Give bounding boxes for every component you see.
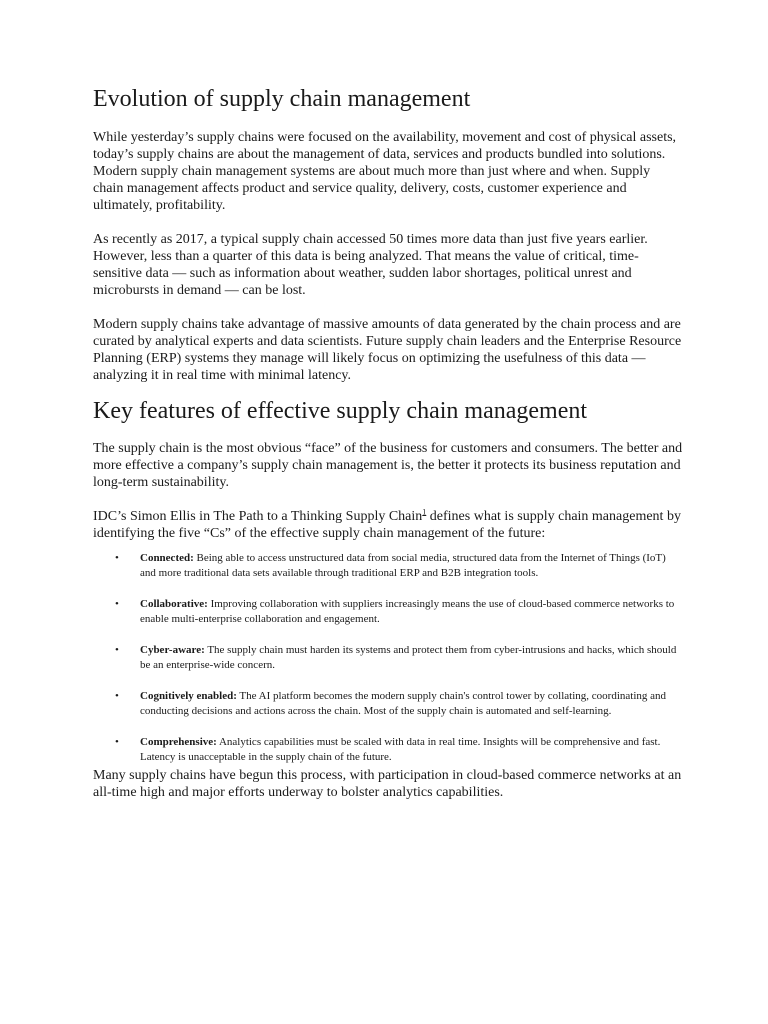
bullet-icon: • — [115, 736, 119, 748]
idc-text-after: defines what is supply chain management by identifying the five “Cs” of the effective supply chain management of the future: — [93, 509, 681, 541]
list-item-term: Collaborative: — [140, 598, 208, 610]
list-item-text: Improving collaboration with suppliers increasingly means the use of cloud-based commerce networks to enable multi-enterprise collaboration and engagement. — [140, 598, 675, 625]
list-item-collaborative — [93, 597, 683, 627]
paragraph-supply-chain-face: The supply chain is the most obvious “face” of the business for customers and consumers. The better and more effective a company’s supply chain management is, the better it protects its business reputation and long-term sustainability. — [93, 441, 683, 490]
list-item-connected — [93, 551, 683, 581]
list-item-cognitively-enabled — [93, 689, 683, 719]
paragraph-evolution-3: Modern supply chains take advantage of massive amounts of data generated by the chain process and are curated by analytical experts and data scientists. Future supply chain leaders and the Enterprise Resource Planning (ERP) systems they manage will likely focus on optimizing the usefulness of this data — analyzing it in real time with minimal latency. — [93, 317, 682, 383]
paragraph-evolution-1: While yesterday’s supply chains were focused on the availability, movement and cost of physical assets, today’s supply chains are about the management of data, services and products bundled into solutions. Modern supply chain management systems are about much more than just where and when. Supply chain management affects product and service quality, delivery, costs, customer experience and ultimately, profitability. — [93, 130, 677, 213]
bullet-icon: • — [115, 690, 119, 702]
five-cs-list — [93, 551, 683, 765]
list-item-text: Analytics capabilities must be scaled with data in real time. Insights will be comprehensive and fast. Latency is unacceptable in the supply chain of the future. — [140, 736, 661, 763]
paragraph-closing: Many supply chains have begun this process, with participation in cloud-based commerce networks at an all-time high and major efforts underway to bolster analytics capabilities. — [93, 768, 682, 800]
paragraph-evolution-2: As recently as 2017, a typical supply chain accessed 50 times more data than just five years earlier. However, less than a quarter of this data is being analyzed. That means the value of critical, time-sensitive data — such as information about weather, sudden labor shortages, political unrest and microbursts in demand — can be lost. — [93, 232, 648, 298]
list-item-term: Cyber-aware: — [140, 644, 205, 656]
list-item-comprehensive — [93, 735, 683, 765]
list-item-text: The AI platform becomes the modern supply chain's control tower by collating, coordinating and conducting decisions and actions across the chain. Most of the supply chain is automated and self-learning. — [140, 690, 667, 717]
paragraph-idc-intro — [93, 508, 683, 542]
section-heading-evolution: Evolution of supply chain management — [93, 86, 471, 112]
list-item-term: Connected: — [140, 552, 194, 564]
bullet-icon: • — [115, 552, 119, 564]
list-item-text: Being able to access unstructured data from social media, structured data from the Internet of Things (IoT) and more traditional data sets available through traditional ERP and B2B integration tools. — [140, 552, 666, 579]
list-item-cyber-aware — [93, 643, 683, 673]
footnote-link[interactable]: 1 — [422, 507, 427, 517]
bullet-icon: • — [115, 598, 119, 610]
list-item-term: Comprehensive: — [140, 736, 217, 748]
document-page — [93, 84, 683, 801]
idc-text-before: IDC’s Simon Ellis in The Path to a Thinking Supply Chain — [93, 509, 423, 524]
bullet-icon: • — [115, 644, 119, 656]
section-heading-key-features: Key features of effective supply chain management — [93, 398, 588, 424]
list-item-term: Cognitively enabled: — [140, 690, 237, 702]
list-item-text: The supply chain must harden its systems and protect them from cyber-intrusions and hacks, which should be an enterprise-wide concern. — [140, 644, 677, 671]
